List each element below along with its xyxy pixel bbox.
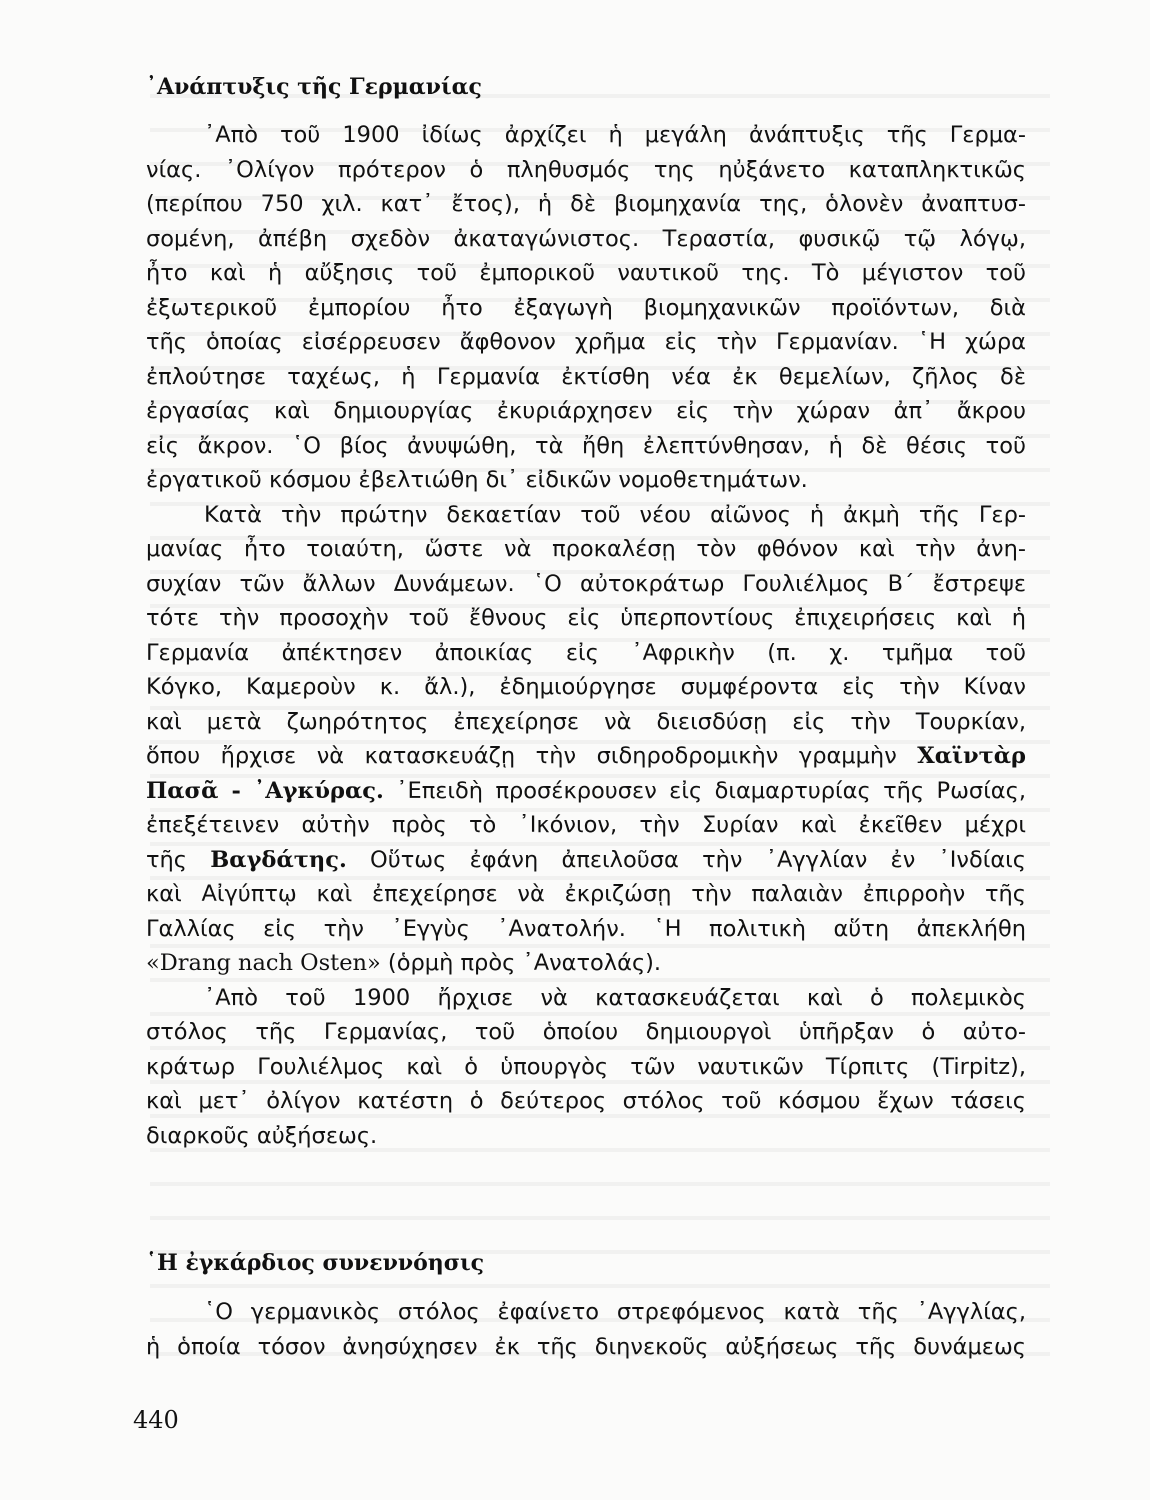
text-line: διαρκοῦς αὐξήσεως. [146, 1122, 378, 1149]
bold-place-name: Χαϊντὰρ [917, 743, 1026, 769]
text-line: ἐπλούτησε ταχέως, ἡ Γερμανία ἐκτίσθη νέα ἐκ θεμελίων, ζῆλος δὲ [146, 363, 1026, 390]
text-segment: Οὕτως ἐφάνη ἀπειλοῦσα τὴν ᾿Αγγλίαν ἐν ᾿Ινδίαις [346, 846, 1026, 873]
bold-place-name: Πασᾶ - ᾿Αγκύρας. [146, 777, 384, 804]
section-heading-entente-cordiale: ῾Η ἐγκάρδιος συνεννόησις [146, 1250, 485, 1276]
bold-place-name: Βαγδάτης. [210, 846, 347, 873]
text-line: νίας. ᾿Ολίγον πρότερον ὁ πληθυσμός της ηὐξάνετο καταπληκτικῶς [146, 156, 1026, 183]
section-body-germany-development [146, 118, 1026, 1153]
text-line: Κατὰ τὴν πρώτην δεκαετίαν τοῦ νέου αἰῶνος ἡ ἀκμὴ τῆς Γερ- [204, 501, 1026, 528]
text-line: καὶ Αἰγύπτῳ καὶ ἐπεχείρησε νὰ ἐκριζώσῃ τὴν παλαιὰν ἐπιρροὴν τῆς [146, 881, 1026, 907]
text-segment: (ὁρμὴ πρὸς ᾿Ανατολάς). [380, 950, 662, 976]
text-line: καὶ μετὰ ζωηρότητος ἐπεχείρησε νὰ διεισδύσῃ εἰς τὴν Τουρκίαν, [146, 708, 1026, 735]
text-line: τότε τὴν προσοχὴν τοῦ ἔθνους εἰς ὑπερποντίους ἐπιχειρήσεις καὶ ἡ [146, 605, 1026, 631]
text-line [146, 739, 1026, 774]
text-segment: ὅπου ἤρχισε νὰ κατασκευάζῃ τὴν σιδηροδρομικὴν γραμμὴν [146, 743, 918, 769]
text-line: ἐργασίας καὶ δημιουργίας ἐκυριάρχησεν εἰς τὴν χώραν ἀπ᾿ ἄκρου [146, 398, 1026, 424]
text-line: Γερμανία ἀπέκτησεν ἀποικίας εἰς ᾿Αφρικὴν (π. χ. τμῆμα τοῦ [146, 639, 1026, 666]
roman-quote: «Drang nach Osten» [146, 950, 381, 976]
text-line [146, 843, 1026, 878]
text-line: ἡ ὁποία τόσον ἀνησύχησεν ἐκ τῆς διηνεκοῦς αὐξήσεως τῆς δυνάμεως [146, 1333, 1026, 1360]
text-segment: ᾿Επειδὴ προσέκρουσεν εἰς διαμαρτυρίας τῆς Ρωσίας, [383, 777, 1026, 804]
section-heading-germany-development: ᾿Ανάπτυξις τῆς Γερμανίας [146, 74, 482, 100]
text-line: ἐργατικοῦ κόσμου ἐβελτιώθη δι᾿ εἰδικῶν νομοθετημάτων. [146, 467, 808, 493]
text-line: σομένη, ἀπέβη σχεδὸν ἀκαταγώνιστος. Τεραστία, φυσικῷ τῷ λόγῳ, [146, 225, 1026, 252]
text-line: Γαλλίας εἰς τὴν ᾿Εγγὺς ᾿Ανατολήν. ῾Η πολιτικὴ αὕτη ἀπεκλήθη [146, 915, 1026, 942]
text-line: εἰς ἄκρον. ῾Ο βίος ἀνυψώθη, τὰ ἤθη ἐλεπτύνθησαν, ἡ δὲ θέσις τοῦ [146, 432, 1026, 459]
text-line: στόλος τῆς Γερμανίας, τοῦ ὁποίου δημιουργοὶ ὑπῆρξαν ὁ αὐτο- [146, 1019, 1026, 1045]
text-line: μανίας ἦτο τοιαύτη, ὥστε νὰ προκαλέσῃ τὸν φθόνον καὶ τὴν ἀνη- [146, 536, 1026, 562]
section-body-entente-cordiale [146, 1295, 1026, 1364]
page-number: 440 [133, 1406, 179, 1434]
text-line: ἦτο καὶ ἡ αὔξησις τοῦ ἐμπορικοῦ ναυτικοῦ της. Τὸ μέγιστον τοῦ [146, 260, 1026, 286]
text-line [146, 946, 1026, 981]
text-line: ἐξωτερικοῦ ἐμπορίου ἦτο ἐξαγωγὴ βιομηχανικῶν προϊόντων, διὰ [146, 294, 1026, 321]
text-line: Κόγκο, Καμεροὺν κ. ἄλ.), ἐδημιούργησε συμφέροντα εἰς τὴν Κίναν [146, 674, 1026, 700]
text-line: ᾿Απὸ τοῦ 1900 ἤρχισε νὰ κατασκευάζεται καὶ ὁ πολεμικὸς [204, 984, 1026, 1011]
text-line: (περίπου 750 χιλ. κατ᾿ ἔτος), ἡ δὲ βιομηχανία της, ὁλονὲν ἀναπτυσ- [146, 191, 1026, 217]
text-line: κράτωρ Γουλιέλμος καὶ ὁ ὑπουργὸς τῶν ναυτικῶν Τίρπιτς (Tirpitz), [146, 1053, 1026, 1080]
text-segment: τῆς [146, 846, 211, 873]
text-line: ῾Ο γερμανικὸς στόλος ἐφαίνετο στρεφόμενος κατὰ τῆς ᾿Αγγλίας, [204, 1299, 1026, 1325]
text-line: ἐπεξέτεινεν αὐτὴν πρὸς τὸ ᾿Ικόνιον, τὴν Συρίαν καὶ ἐκεῖθεν μέχρι [146, 812, 1026, 838]
text-line: ᾿Απὸ τοῦ 1900 ἰδίως ἀρχίζει ἡ μεγάλη ἀνάπτυξις τῆς Γερμα- [204, 122, 1026, 148]
text-line [146, 774, 1026, 809]
text-line: τῆς ὁποίας εἰσέρρευσεν ἄφθονον χρῆμα εἰς τὴν Γερμανίαν. ῾Η χώρα [146, 329, 1026, 355]
text-line: συχίαν τῶν ἄλλων Δυνάμεων. ῾Ο αὐτοκράτωρ Γουλιέλμος Β΄ ἔστρεψε [146, 570, 1026, 597]
text-line: καὶ μετ᾿ ὀλίγον κατέστη ὁ δεύτερος στόλος τοῦ κόσμου ἔχων τάσεις [146, 1088, 1026, 1114]
